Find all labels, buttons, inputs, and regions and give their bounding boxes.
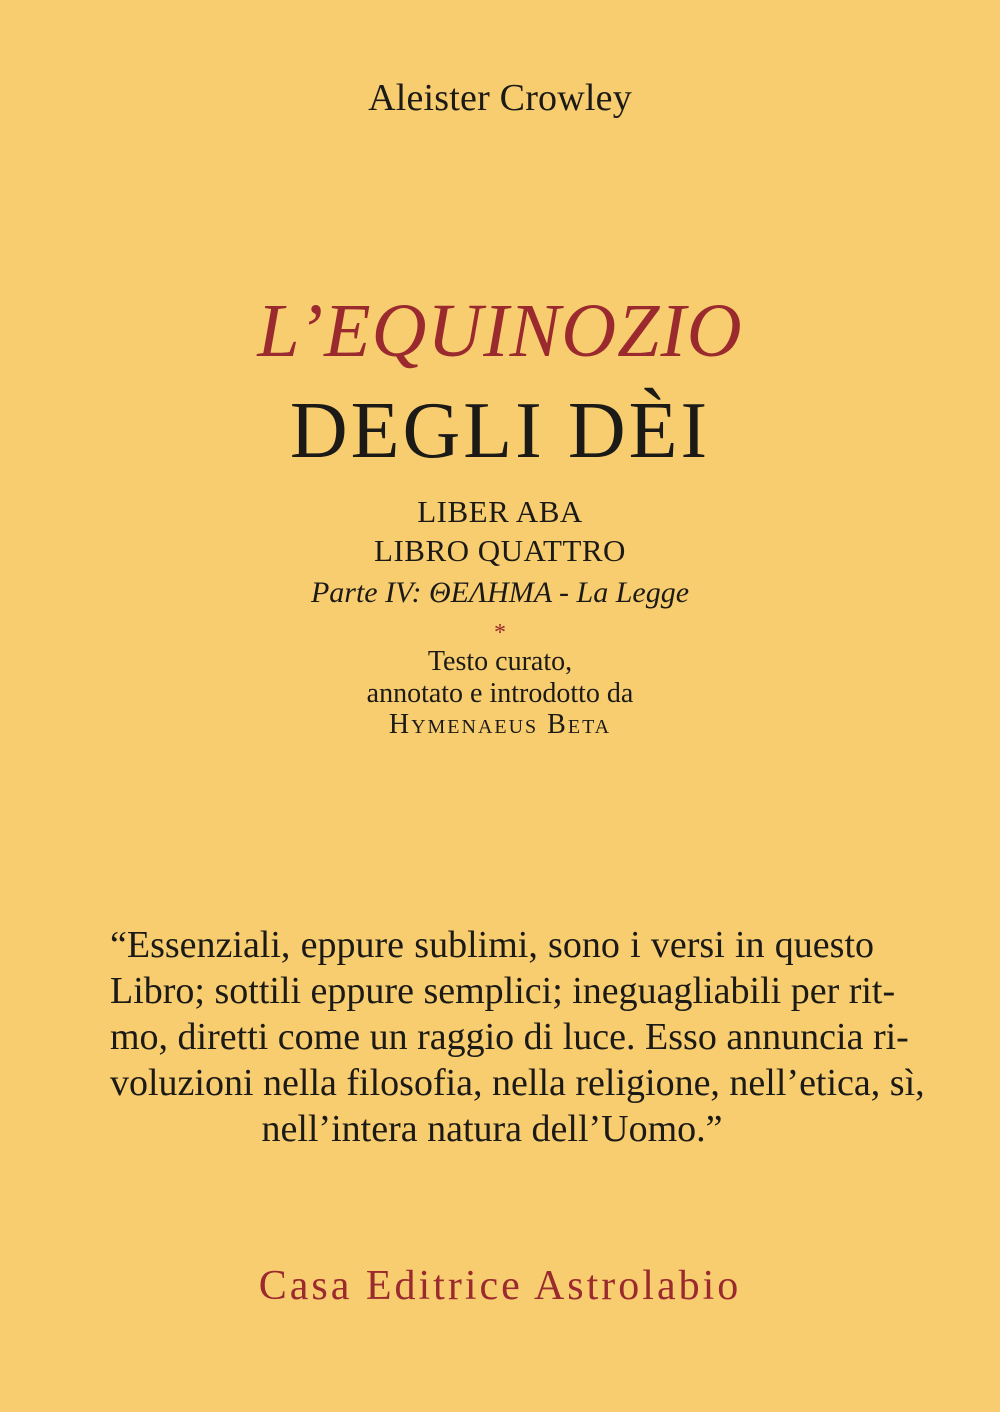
- quote-line: mo, diretti come un raggio di luce. Esso annuncia ri-: [110, 1016, 909, 1058]
- quote-line: nell’intera natura dell’Uomo.”: [261, 1108, 723, 1150]
- quote-line: voluzioni nella filosofia, nella religione, nell’etica, sì,: [110, 1062, 925, 1104]
- publisher-name: Casa Editrice Astrolabio: [258, 1263, 742, 1309]
- separator-asterisk: *: [494, 620, 506, 646]
- cover-quote: [110, 922, 925, 1152]
- editor-name: Hymenaeus Beta: [388, 709, 612, 740]
- editor-line-2: annotato e introdotto da: [366, 678, 634, 709]
- subtitle-libro-quattro: LIBRO QUATTRO: [374, 533, 626, 568]
- author-name: Aleister Crowley: [368, 77, 632, 119]
- title-line-1: L’EQUINOZIO: [257, 289, 743, 373]
- quote-line: “Essenziali, eppure sublimi, sono i versi in questo: [110, 924, 874, 966]
- editor-line-1: Testo curato,: [427, 646, 573, 677]
- subtitle-liber-aba: LIBER ABA: [417, 494, 583, 529]
- quote-line: Libro; sottili eppure semplici; ineguagliabili per rit-: [110, 970, 896, 1012]
- title-line-2: DEGLI DÈI: [289, 387, 711, 475]
- subtitle-parte-iv: Parte IV: ΘΕΛΗΜΑ - La Legge: [310, 576, 690, 609]
